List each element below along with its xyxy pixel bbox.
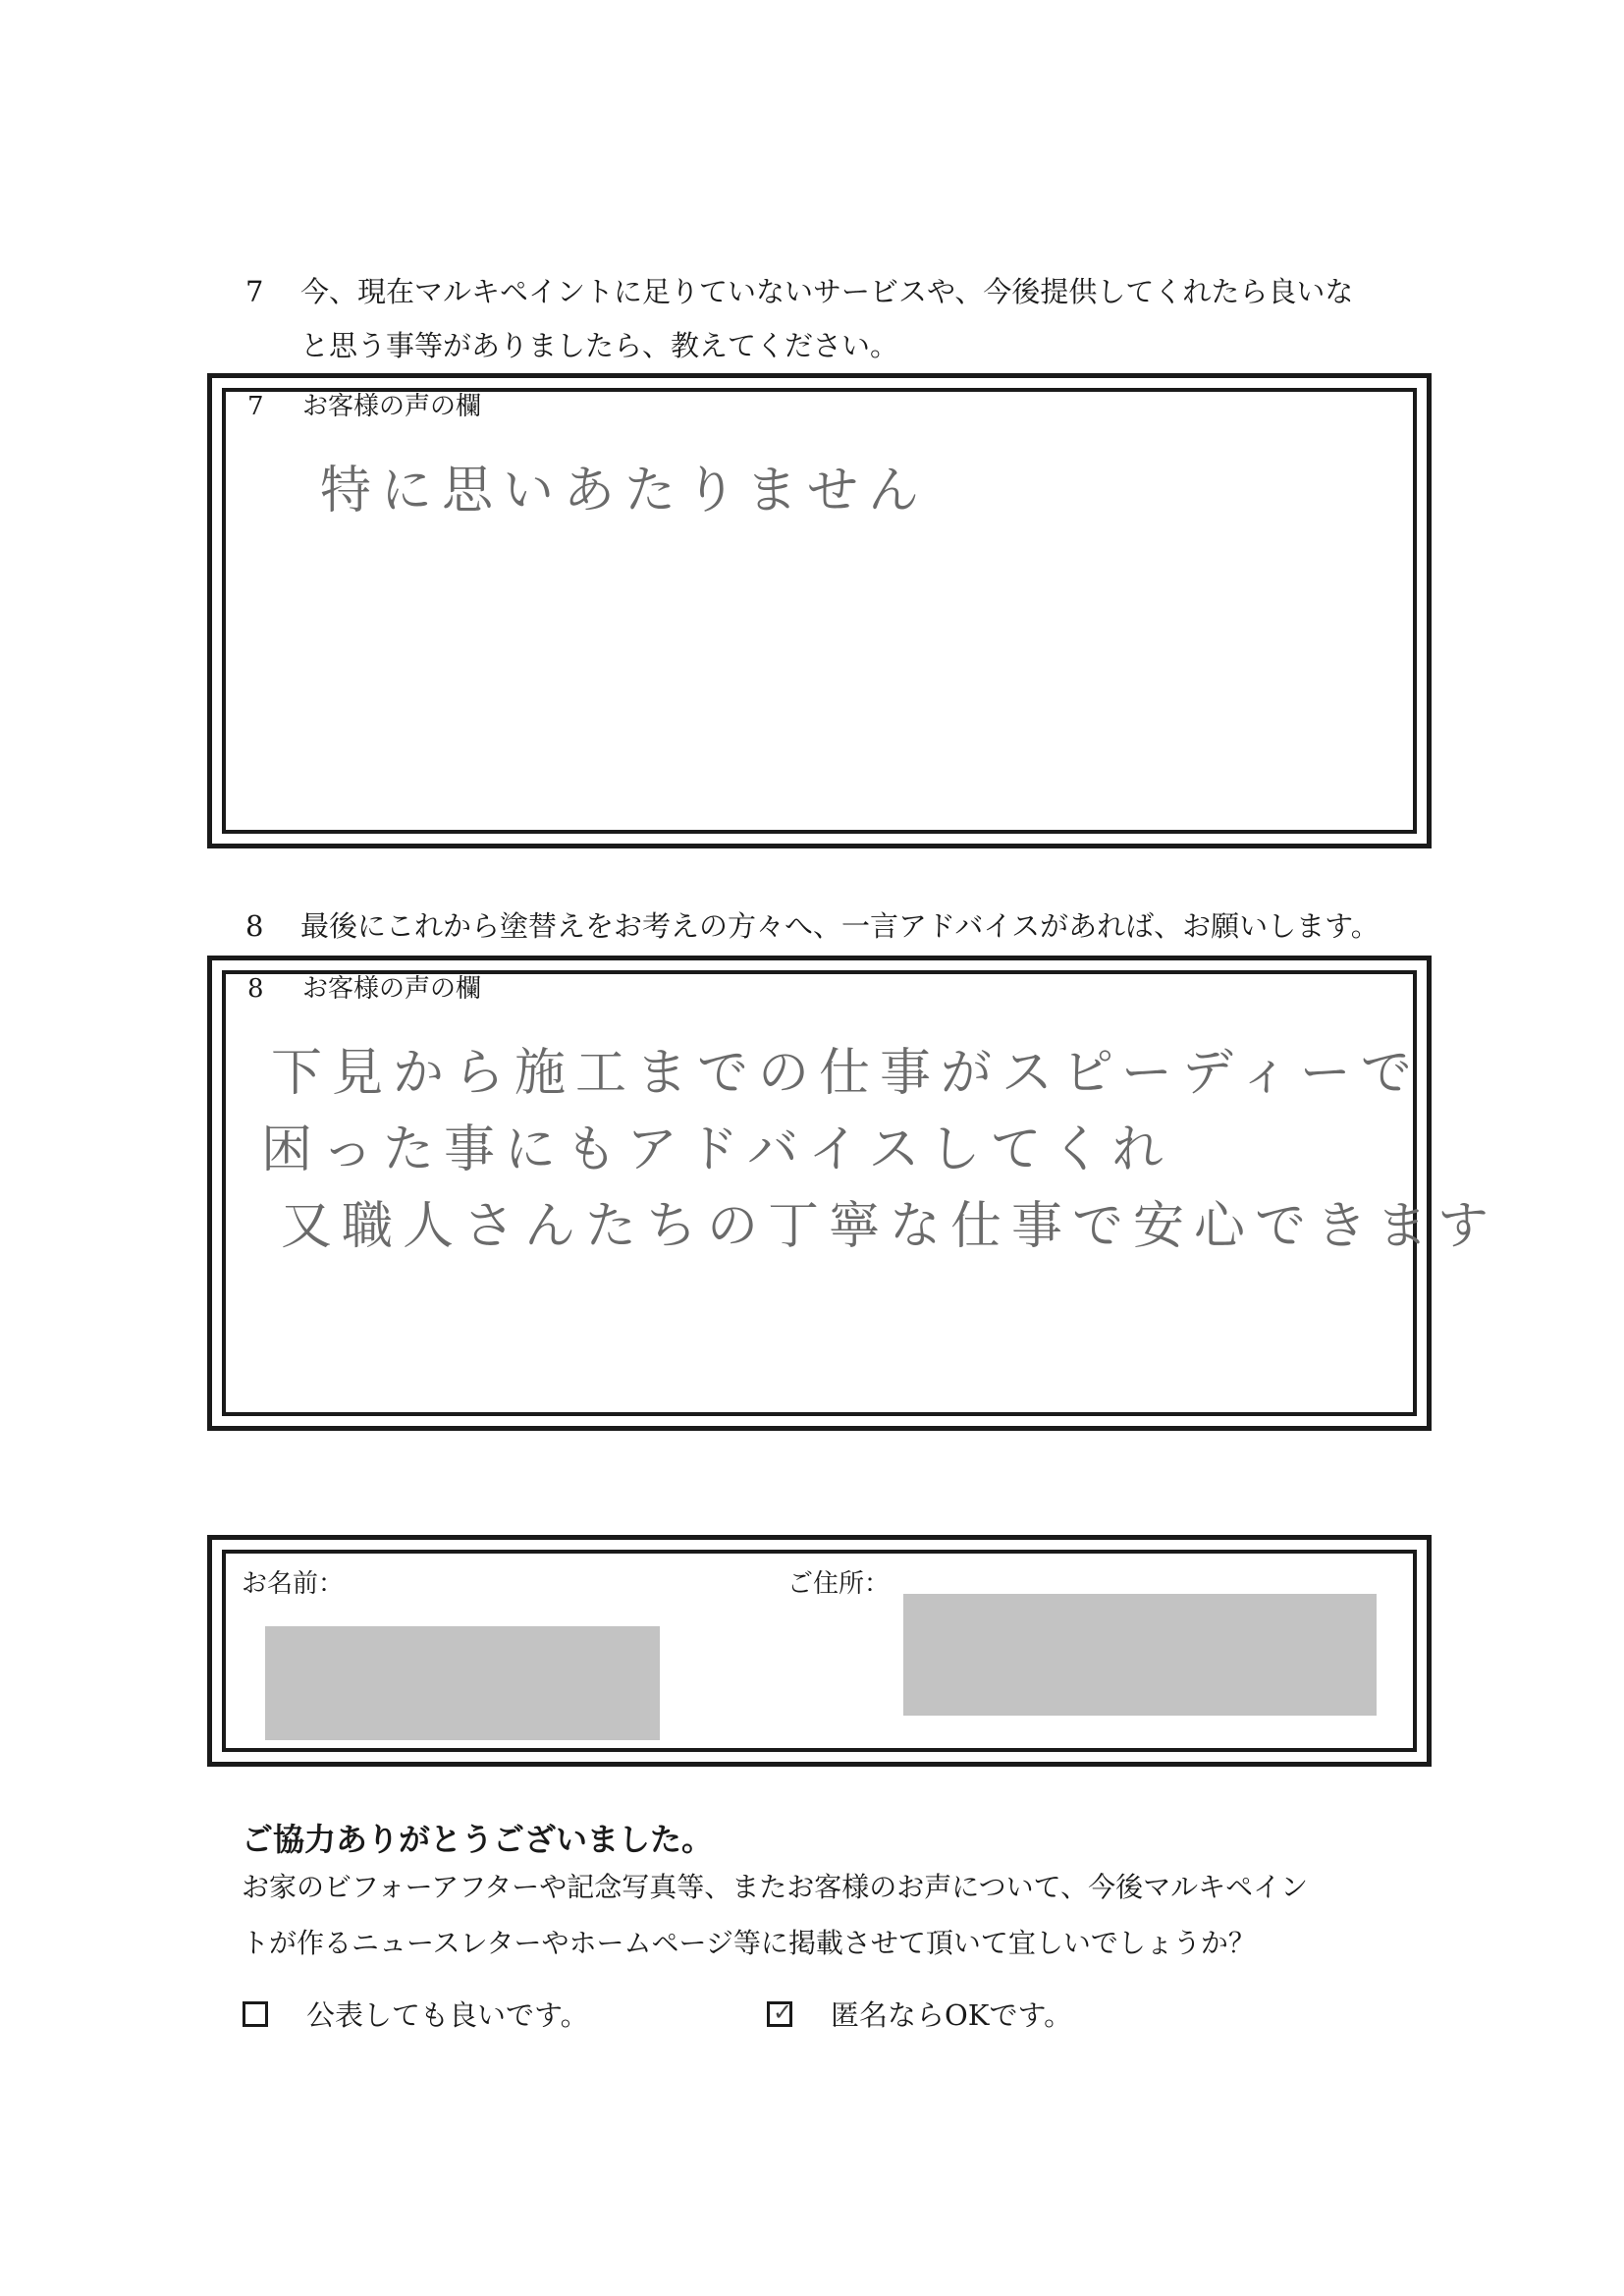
consent-text-line-1: お家のビフォーアフターや記念写真等、またお客様のお声について、今後マルキペイン bbox=[242, 1871, 1309, 1903]
handwritten-answer: 特に思いあたりません bbox=[320, 462, 930, 520]
handwritten-answer-line-3: 又職人さんたちの丁寧な仕事で安心できます bbox=[281, 1197, 1499, 1256]
anonymous-ok-label: 匿名ならOKです。 bbox=[831, 1998, 1073, 2032]
question-number: 7 bbox=[245, 275, 264, 308]
question-text-line-1: 今、現在マルキペイントに足りていないサービスや、今後提供してくれたら良いな bbox=[300, 275, 1354, 308]
handwritten-answer-line-2: 困った事にもアドバイスしてくれ bbox=[261, 1121, 1173, 1179]
answer-box-7 bbox=[207, 373, 1432, 848]
customer-info-box bbox=[207, 1535, 1432, 1767]
public-ok-label: 公表しても良いです。 bbox=[306, 1998, 589, 2032]
question-number: 8 bbox=[245, 909, 264, 943]
consent-text-line-2: トが作るニュースレターやホームページ等に掲載させて頂いて宜しいでしょうか？ bbox=[242, 1927, 1256, 1959]
thanks-heading: ご協力ありがとうございました。 bbox=[242, 1821, 714, 1858]
address-label: ご住所： bbox=[787, 1569, 891, 1599]
answer-box-8 bbox=[207, 956, 1499, 1431]
question-text-line-2: と思う事等がありましたら、教えてください。 bbox=[300, 329, 899, 362]
address-redaction bbox=[903, 1594, 1377, 1716]
question-text-line-1: 最後にこれから塗替えをお考えの方々へ、一言アドバイスがあれば、お願いします。 bbox=[300, 909, 1380, 943]
box-label: 7 お客様の声の欄 bbox=[247, 392, 482, 421]
handwritten-answer-line-1: 下見から施工までの仕事がスピーディーで bbox=[271, 1044, 1422, 1103]
check-mark-icon: ✓ bbox=[773, 1998, 793, 2026]
name-label: お名前： bbox=[242, 1569, 345, 1599]
name-redaction bbox=[265, 1626, 660, 1740]
box-label: 8 お客様の声の欄 bbox=[247, 974, 482, 1004]
anonymous-ok-checkbox[interactable] bbox=[767, 1998, 793, 2027]
public-ok-checkbox[interactable] bbox=[243, 2001, 268, 2027]
